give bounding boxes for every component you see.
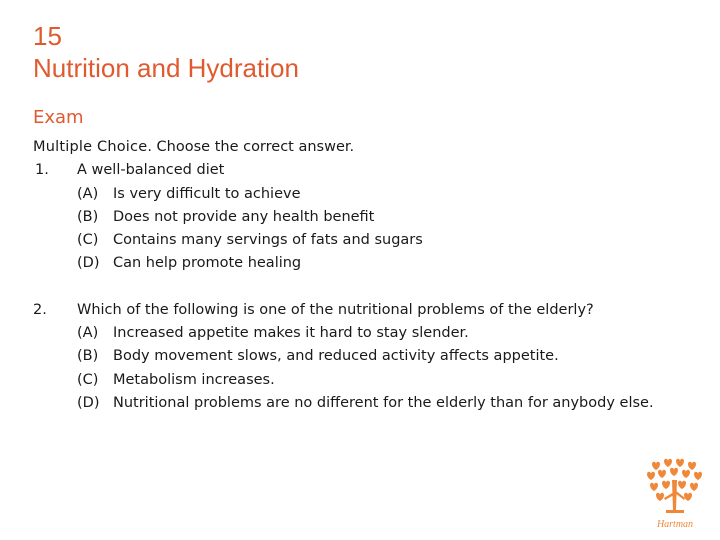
option-c (77, 229, 713, 252)
option-text: Increased appetite makes it hard to stay slender. (113, 325, 469, 342)
question-text: A well-balanced diet (77, 162, 225, 179)
question-number: 1. (35, 162, 49, 179)
instruction-type: Multiple Choice (33, 139, 148, 155)
option-text: Does not provide any health benefit (113, 208, 375, 225)
section-title: Exam (33, 107, 84, 128)
option-a (77, 183, 713, 206)
option-text: Can help promote healing (113, 255, 302, 272)
option-text: Nutritional problems are no different for the elderly than for anybody else. (113, 394, 654, 411)
option-d (77, 252, 713, 275)
option-letter: (A) (77, 325, 99, 342)
question-text: Which of the following is one of the nutritional problems of the elderly? (77, 301, 594, 318)
option-b (77, 345, 713, 368)
option-a (77, 322, 713, 345)
slide-title (33, 20, 299, 84)
option-letter: (C) (77, 232, 99, 249)
exam-content (33, 136, 713, 415)
option-text: Body movement slows, and reduced activity affects appetite. (113, 348, 559, 365)
option-letter: (D) (77, 255, 100, 272)
option-text: Contains many servings of fats and sugars (113, 232, 423, 249)
option-letter: (D) (77, 394, 100, 411)
option-c (77, 369, 713, 392)
logo-wordmark: Hartman (656, 519, 694, 530)
instruction-text: . Choose the correct answer. (147, 139, 355, 155)
option-letter: (C) (77, 371, 99, 388)
option-b (77, 206, 713, 229)
option-d (77, 392, 713, 415)
chapter-title: Nutrition and Hydration (33, 53, 299, 83)
option-letter: (A) (77, 185, 99, 202)
question-2 (33, 299, 713, 415)
chapter-number: 15 (33, 21, 62, 51)
hartman-logo (644, 458, 706, 532)
option-text: Metabolism increases. (113, 371, 275, 388)
option-letter: (B) (77, 208, 99, 225)
question-1 (33, 159, 713, 275)
option-text: Is very difficult to achieve (113, 185, 301, 202)
tree-icon (647, 459, 702, 513)
question-number: 2. (33, 301, 47, 318)
instruction (33, 136, 713, 159)
option-letter: (B) (77, 348, 99, 365)
